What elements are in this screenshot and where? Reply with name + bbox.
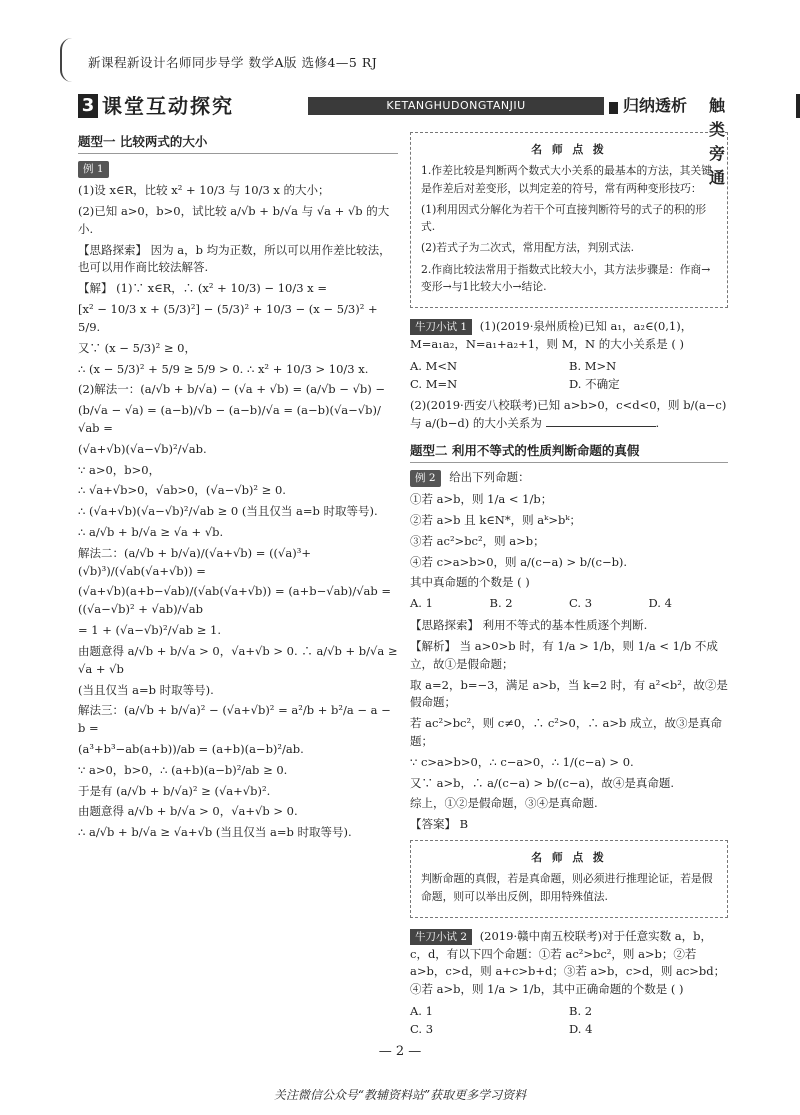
left-line: 又∵ (x − 5/3)² ≥ 0， — [78, 340, 196, 355]
left-line: 由题意得 a/√b + b/√a > 0，√a+√b > 0. — [78, 804, 298, 819]
tip-2-title: 名 师 点 拨 — [531, 851, 607, 864]
banner-tag-1: 归纳透析 — [623, 96, 688, 115]
left-line: (a³+b³−ab(a+b))/ab = (a+b)(a−b)²/ab. — [78, 741, 304, 756]
tip-1-line: (2)若式子为二次式，常用配方法，判别式法. — [421, 241, 635, 255]
example-2-solution-line: 又∵ a>b，∴ a/(c−a) > b/(c−a)，故④是真命题. — [410, 775, 675, 790]
left-line: 解法二：(a/√b + b/√a)/(√a+√b) = ((√a)³+(√b)³)/(√ab(√a+√b)) = — [78, 545, 311, 578]
left-line: (1)设 x∈R，比较 x² + 10/3 与 10/3 x 的大小； — [78, 183, 330, 198]
topic-1-heading: 题型一 比较两式的大小 — [78, 132, 398, 154]
left-line: 于是有 (a/√b + b/√a)² ≥ (√a+√b)². — [78, 783, 271, 798]
example-2-solution-line: 若 ac²>bc²，则 c≠0，∴ c²>0，∴ a>b 成立，故③是真命题； — [410, 716, 722, 748]
right-column — [410, 132, 728, 1043]
example-2-options — [410, 595, 728, 613]
option: A. M<N — [410, 358, 458, 373]
trial-1 — [410, 318, 728, 354]
example-2-line: ②若 a>b 且 k∈N*，则 aᵏ>bᵏ； — [410, 513, 582, 527]
option: C. M=N — [410, 376, 458, 391]
banner-square-icon — [609, 102, 618, 114]
left-line: ∵ a>0，b>0， — [78, 462, 161, 477]
page-header — [60, 38, 750, 82]
example-2-line: 其中真命题的个数是 ( ) — [410, 575, 530, 590]
left-line: ∴ a/√b + b/√a ≥ √a + √b. — [78, 525, 224, 539]
left-line: (√a+√b)(√a−√b)²/√ab. — [78, 441, 207, 456]
option: B. M>N — [569, 358, 617, 373]
example-2-solution-line: 【解析】 当 a>0>b 时，有 1/a > 1/b，则 1/a < 1/b 不成立，故①是假命题； — [410, 638, 718, 671]
left-line: (2)解法一：(a/√b + b/√a) − (√a + √b) = (a/√b − √b) − — [78, 382, 386, 397]
option: D. 4 — [569, 1021, 593, 1036]
example-1-label: 例 1 — [78, 161, 109, 177]
tip-1-title: 名 师 点 拨 — [531, 143, 607, 156]
footer-note: 关注微信公众号“教辅资料站”获取更多学习资料 — [273, 1088, 527, 1102]
left-lines — [78, 182, 398, 842]
page-number: — 2 — — [378, 1044, 422, 1059]
left-line: (√a+√b)(a+b−√ab)/(√ab(√a+√b)) = (a+b−√ab)/√ab = ((√a−√b)² + √ab)/√ab — [78, 584, 392, 617]
trial-1-options — [410, 358, 728, 394]
left-line: ∴ √a+√b>0，√ab>0，(√a−√b)² ≥ 0. — [78, 483, 286, 498]
trial-2-text: (2019·赣中南五校联考)对于任意实数 a，b，c，d，有以下四个命题：①若 ac²>bc²，则 a>b；②若 a>b，c>d，则 a+c>b+d；③若 a>b，c>d，则 ac>bd；④若 a>b，则 1/a > 1/b，其中正确命题的个数是 ( ) — [410, 928, 726, 997]
example-2-label: 例 2 — [410, 470, 441, 486]
answer-blank — [546, 426, 656, 427]
trial-1-text: (1)(2019·泉州质检)已知 a₁，a₂∈(0,1)，M=a₁a₂，N=a₁+a₂+1，则 M，N 的大小关系是 ( ) — [410, 319, 693, 351]
example-2-line: ④若 c>a>b>0，则 a/(c−a) > b/(c−b). — [410, 554, 628, 569]
left-line: [x² − 10/3 x + (5/3)²] − (5/3)² + 10/3 − (x − 5/3)² + 5/9. — [78, 302, 378, 334]
option: A. 1 — [410, 596, 433, 611]
teacher-tip-1 — [410, 132, 728, 308]
option: D. 4 — [648, 596, 672, 611]
trial-2-options — [410, 1003, 728, 1039]
left-line: 解法三：(a/√b + b/√a)² − (√a+√b)² = a²/b + b²/a − a − b = — [78, 703, 391, 736]
trial-1-part-2: (2)(2019·西安八校联考)已知 a>b>0，c<d<0，则 b/(a−c) 与 a/(b−d) 的大小关系为 . — [410, 398, 727, 431]
example-2-answer: 【答案】 B — [410, 817, 469, 832]
left-line: ∴ (x − 5/3)² + 5/9 ≥ 5/9 > 0. ∴ x² + 10/3 > 10/3 x. — [78, 361, 369, 376]
header-title: 新课程新设计名师同步导学 数学A版 选修4—5 RJ — [88, 55, 378, 70]
example-2-line: ①若 a>b，则 1/a < 1/b； — [410, 492, 553, 507]
option: C. 3 — [410, 1021, 434, 1036]
tip-1-line: (1)利用因式分解化为若干个可直接判断符号的式子的积的形式. — [421, 202, 707, 234]
left-line: ∴ a/√b + b/√a ≥ √a+√b (当且仅当 a=b 时取等号). — [78, 825, 352, 840]
example-1-header — [78, 160, 398, 178]
left-line: 由题意得 a/√b + b/√a > 0，√a+√b > 0. ∴ a/√b + b/√a ≥ √a + √b — [78, 643, 398, 676]
banner-tag-2: 触类旁通 — [709, 96, 726, 187]
option: A. 1 — [410, 1004, 433, 1019]
trial-2 — [410, 928, 728, 999]
left-line: ∴ (√a+√b)(√a−√b)²/√ab ≥ 0 (当且仅当 a=b 时取等号). — [78, 504, 378, 519]
left-line: 【解】 (1)∵ x∈R，∴ (x² + 10/3) − 10/3 x = — [78, 281, 327, 296]
option: B. 2 — [569, 1004, 593, 1019]
tip-1-line: 2.作商比较法常用于指数式比较大小，其方法步骤是：作商→变形→与1比较大小→结论. — [421, 262, 711, 293]
left-line: = 1 + (√a−√b)²/√ab ≥ 1. — [78, 623, 221, 638]
tip-2-text: 判断命题的真假，若是真命题，则必须进行推理论证，若是假命题，则可以举出反例，即用特殊值法. — [421, 872, 713, 903]
left-line: (2)已知 a>0，b>0，试比较 a/√b + b/√a 与 √a + √b 的大小. — [78, 204, 390, 236]
example-2-header — [410, 469, 728, 487]
example-2-solution-line: ∵ c>a>b>0，∴ c−a>0，∴ 1/(c−a) > 0. — [410, 754, 634, 769]
option: D. 不确定 — [569, 376, 620, 391]
option: C. 3 — [569, 596, 593, 611]
topic-2-heading: 题型二 利用不等式的性质判断命题的真假 — [410, 441, 728, 463]
banner-end-bar — [796, 94, 800, 118]
tip-1-line: 1.作差比较是判断两个数式大小关系的最基本的方法，其关键是作差后对差变形，以判定差的符号，常有两种变形技巧： — [421, 164, 713, 195]
left-line: (当且仅当 a=b 时取等号). — [78, 682, 214, 697]
example-2-solution-line: 【思路探索】 利用不等式的基本性质逐个判断. — [410, 618, 648, 633]
left-line: (b/√a − √a) = (a−b)/√b − (a−b)/√a = (a−b)(√a−√b)/√ab = — [78, 403, 381, 435]
trial-1-label: 牛刀小试 1 — [410, 319, 472, 335]
left-line: 【思路探索】 因为 a，b 均为正数，所以可以用作差比较法，也可以用作商比较法解答. — [78, 242, 391, 275]
section-number: 3 — [78, 94, 98, 118]
left-line: ∵ a>0，b>0，∴ (a+b)(a−b)²/ab ≥ 0. — [78, 762, 288, 777]
section-pinyin: KETANGHUDONGTANJIU — [308, 97, 604, 115]
section-title: 课堂互动探究 — [102, 94, 234, 118]
header-curve — [60, 38, 76, 82]
teacher-tip-2 — [410, 840, 728, 918]
example-2-solution-line: 综上，①②是假命题，③④是真命题. — [410, 796, 598, 811]
example-2-line: ③若 ac²>bc²，则 a>b； — [410, 533, 545, 548]
trial-2-label: 牛刀小试 2 — [410, 929, 472, 945]
option: B. 2 — [489, 596, 513, 611]
trial-1-part-2-text: (2)(2019·西安八校联考)已知 a>b>0，c<d<0，则 b/(a−c) 与 a/(b−d) 的大小关系为 — [410, 398, 727, 431]
example-2-line: 给出下列命题： — [449, 470, 530, 485]
left-column — [78, 132, 398, 845]
example-2-solution-line: 取 a=2，b=−3，满足 a>b，当 k=2 时，有 a²<b²，故②是假命题； — [410, 677, 728, 710]
